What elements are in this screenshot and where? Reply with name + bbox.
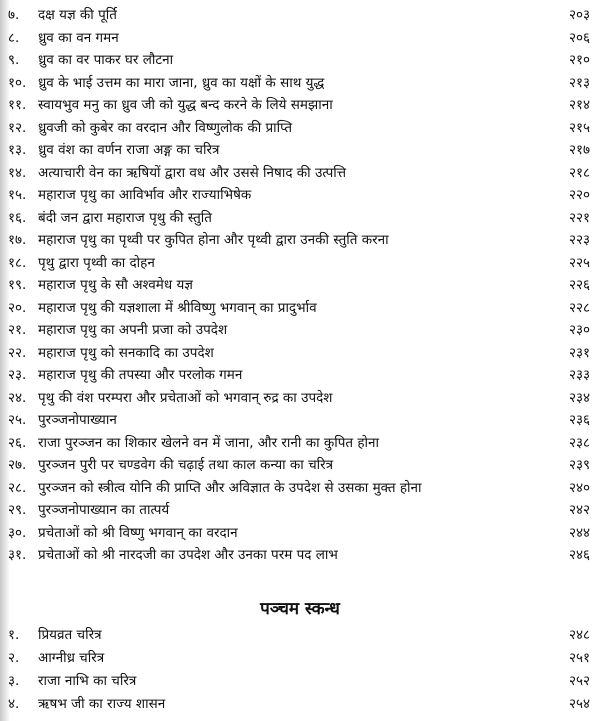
item-page: २३४ bbox=[568, 389, 590, 406]
item-title: आग्नीध्र चरित्र bbox=[38, 650, 105, 666]
item-number: १५. bbox=[8, 187, 27, 203]
item-page: २३३ bbox=[568, 367, 590, 383]
item-title: स्वायभुव मनु का ध्रुव जी को युद्ध बन्द करने के लिये समझाना bbox=[38, 97, 333, 113]
item-number: १२. bbox=[8, 119, 27, 136]
toc-row bbox=[0, 162, 600, 184]
item-title: पृथु की वंश परम्परा और प्रचेताओं को भगवान् रुद्र का उपदेश bbox=[38, 389, 333, 406]
item-page: २३६ bbox=[568, 412, 590, 428]
toc-row bbox=[0, 477, 600, 499]
item-title: महाराज पृथु की यज्ञशाला में श्रीविष्णु भगवान् का प्रादुर्भाव bbox=[38, 299, 317, 316]
item-number: २७. bbox=[8, 457, 27, 473]
item-page: २०३ bbox=[568, 7, 590, 23]
item-number: २९. bbox=[8, 502, 27, 518]
toc-row bbox=[0, 207, 600, 229]
item-number: २३. bbox=[8, 367, 27, 383]
item-title: ध्रुव का वन गमन bbox=[38, 29, 119, 46]
toc-row bbox=[0, 432, 600, 454]
item-page: २३० bbox=[568, 322, 590, 338]
item-page: २३८ bbox=[568, 434, 590, 451]
item-page: २२५ bbox=[568, 254, 590, 271]
item-number: ९. bbox=[8, 52, 20, 68]
item-page: २२६ bbox=[568, 277, 590, 293]
toc-row bbox=[0, 252, 600, 274]
toc-row bbox=[0, 544, 600, 566]
item-number: ११. bbox=[8, 97, 27, 113]
item-page: २१४ bbox=[568, 97, 590, 113]
item-page: २३१ bbox=[568, 344, 590, 361]
item-number: ७. bbox=[8, 7, 20, 23]
item-title: ऋषभ जी का राज्य शासन bbox=[38, 696, 166, 712]
item-number: २. bbox=[8, 650, 20, 666]
item-page: २२० bbox=[568, 187, 590, 203]
toc-row bbox=[0, 693, 600, 715]
item-title: दक्ष यज्ञ की पूर्ति bbox=[38, 7, 117, 23]
toc-row bbox=[0, 499, 600, 521]
toc-row bbox=[0, 27, 600, 49]
toc-row bbox=[0, 624, 600, 646]
item-title: प्रियव्रत चरित्र bbox=[38, 627, 102, 643]
item-number: १. bbox=[8, 627, 20, 643]
item-page: २१८ bbox=[568, 164, 590, 181]
item-title: महाराज पृथु का अपनी प्रजा को उपदेश bbox=[38, 322, 228, 338]
item-number: १६. bbox=[8, 209, 27, 226]
item-title: अत्याचारी वेन का ऋषियों द्वारा वध और उससे निषाद की उत्पत्ति bbox=[38, 164, 347, 181]
section-heading: पञ्चम स्कन्ध bbox=[260, 599, 340, 619]
item-page: २१७ bbox=[568, 142, 590, 158]
toc-row bbox=[0, 342, 600, 364]
toc-row bbox=[0, 319, 600, 341]
item-number: २०. bbox=[8, 299, 27, 316]
item-number: २४. bbox=[8, 389, 27, 406]
item-title: ध्रुव के भाई उत्तम का मारा जाना, ध्रुव का यक्षों के साथ युद्ध bbox=[38, 74, 325, 91]
item-page: २१० bbox=[568, 52, 590, 68]
item-page: २२१ bbox=[568, 209, 590, 226]
item-page: २४४ bbox=[568, 524, 590, 541]
item-number: १७. bbox=[8, 232, 27, 248]
toc-row bbox=[0, 670, 600, 692]
item-page: २५४ bbox=[568, 696, 590, 712]
item-number: १४. bbox=[8, 164, 27, 181]
toc-row bbox=[0, 4, 600, 26]
item-number: १९. bbox=[8, 277, 27, 293]
item-number: ३१. bbox=[8, 547, 27, 563]
item-page: २०६ bbox=[568, 29, 590, 46]
item-number: २५. bbox=[8, 412, 27, 428]
item-title: पुरञ्जनोपाख्यान bbox=[38, 412, 117, 428]
item-title: बंदी जन द्वारा महाराज पृथु की स्तुति bbox=[38, 209, 212, 226]
item-page: २५२ bbox=[568, 673, 590, 689]
item-title: राजा पुरञ्जन का शिकार खेलने वन में जाना, और रानी का कुपित होना bbox=[38, 434, 380, 451]
item-number: ४. bbox=[8, 696, 20, 712]
toc-row bbox=[0, 139, 600, 161]
toc-row bbox=[0, 274, 600, 296]
item-title: प्रचेताओं को श्री विष्णु भगवान् का वरदान bbox=[38, 524, 238, 541]
item-title: महाराज पृथु को सनकादि का उपदेश bbox=[38, 344, 214, 361]
item-page: २३९ bbox=[568, 457, 590, 473]
item-page: २१३ bbox=[568, 74, 590, 91]
item-page: २४८ bbox=[568, 627, 590, 643]
item-title: प्रचेताओं को श्री नारदजी का उपदेश और उनका परम पद लाभ bbox=[38, 547, 338, 563]
item-number: १८. bbox=[8, 254, 27, 271]
toc-row bbox=[0, 647, 600, 669]
item-number: ३. bbox=[8, 673, 20, 689]
item-page: २४० bbox=[568, 479, 590, 496]
item-page: २१५ bbox=[568, 119, 590, 136]
item-number: २२. bbox=[8, 344, 27, 361]
toc-row bbox=[0, 72, 600, 94]
item-page: २२८ bbox=[568, 299, 590, 316]
toc-row bbox=[0, 409, 600, 431]
item-title: महाराज पृथु का पृथ्वी पर कुपित होना और पृथ्वी द्वारा उनकी स्तुति करना bbox=[38, 232, 389, 248]
item-title: पुरञ्जन को स्त्रीत्व योनि की प्राप्ति और अविज्ञात के उपदेश से उसका मुक्त होना bbox=[38, 479, 422, 496]
item-title: महाराज पृथु की तपस्या और परलोक गमन bbox=[38, 367, 243, 383]
item-number: ८. bbox=[8, 29, 20, 46]
item-number: २८. bbox=[8, 479, 27, 496]
item-title: ध्रुव वंश का वर्णन राजा अङ्ग का चरित्र bbox=[38, 142, 220, 158]
item-page: २५१ bbox=[568, 650, 590, 666]
item-page: २४६ bbox=[568, 547, 590, 563]
toc-row bbox=[0, 297, 600, 319]
item-title: ध्रुव का वर पाकर घर लौटना bbox=[38, 52, 174, 68]
item-title: ध्रुवजी को कुबेर का वरदान और विष्णुलोक की प्राप्ति bbox=[38, 119, 293, 136]
toc-row bbox=[0, 184, 600, 206]
toc-row bbox=[0, 49, 600, 71]
item-title: राजा नाभि का चरित्र bbox=[38, 673, 137, 689]
item-number: २६. bbox=[8, 434, 27, 451]
item-title: महाराज पृथु का आविर्भाव और राज्याभिषेक bbox=[38, 187, 252, 203]
item-title: पुरञ्जनोपाख्यान का तात्पर्य bbox=[38, 502, 170, 518]
item-number: १३. bbox=[8, 142, 27, 158]
item-page: २४२ bbox=[568, 502, 590, 518]
toc-row bbox=[0, 454, 600, 476]
item-title: महाराज पृथु के सौ अश्वमेध यज्ञ bbox=[38, 277, 193, 293]
item-number: ३०. bbox=[8, 524, 27, 541]
item-number: १०. bbox=[8, 74, 27, 91]
item-title: पुरञ्जन पुरी पर चण्डवेग की चढ़ाई तथा काल कन्या का चरित्र bbox=[38, 457, 334, 473]
toc-row bbox=[0, 117, 600, 139]
toc-row bbox=[0, 94, 600, 116]
toc-row bbox=[0, 229, 600, 251]
toc-row bbox=[0, 364, 600, 386]
toc-row bbox=[0, 522, 600, 544]
item-page: २२३ bbox=[568, 232, 590, 248]
item-title: पृथु द्वारा पृथ्वी का दोहन bbox=[38, 254, 155, 271]
item-number: २१. bbox=[8, 322, 27, 338]
toc-row bbox=[0, 387, 600, 409]
